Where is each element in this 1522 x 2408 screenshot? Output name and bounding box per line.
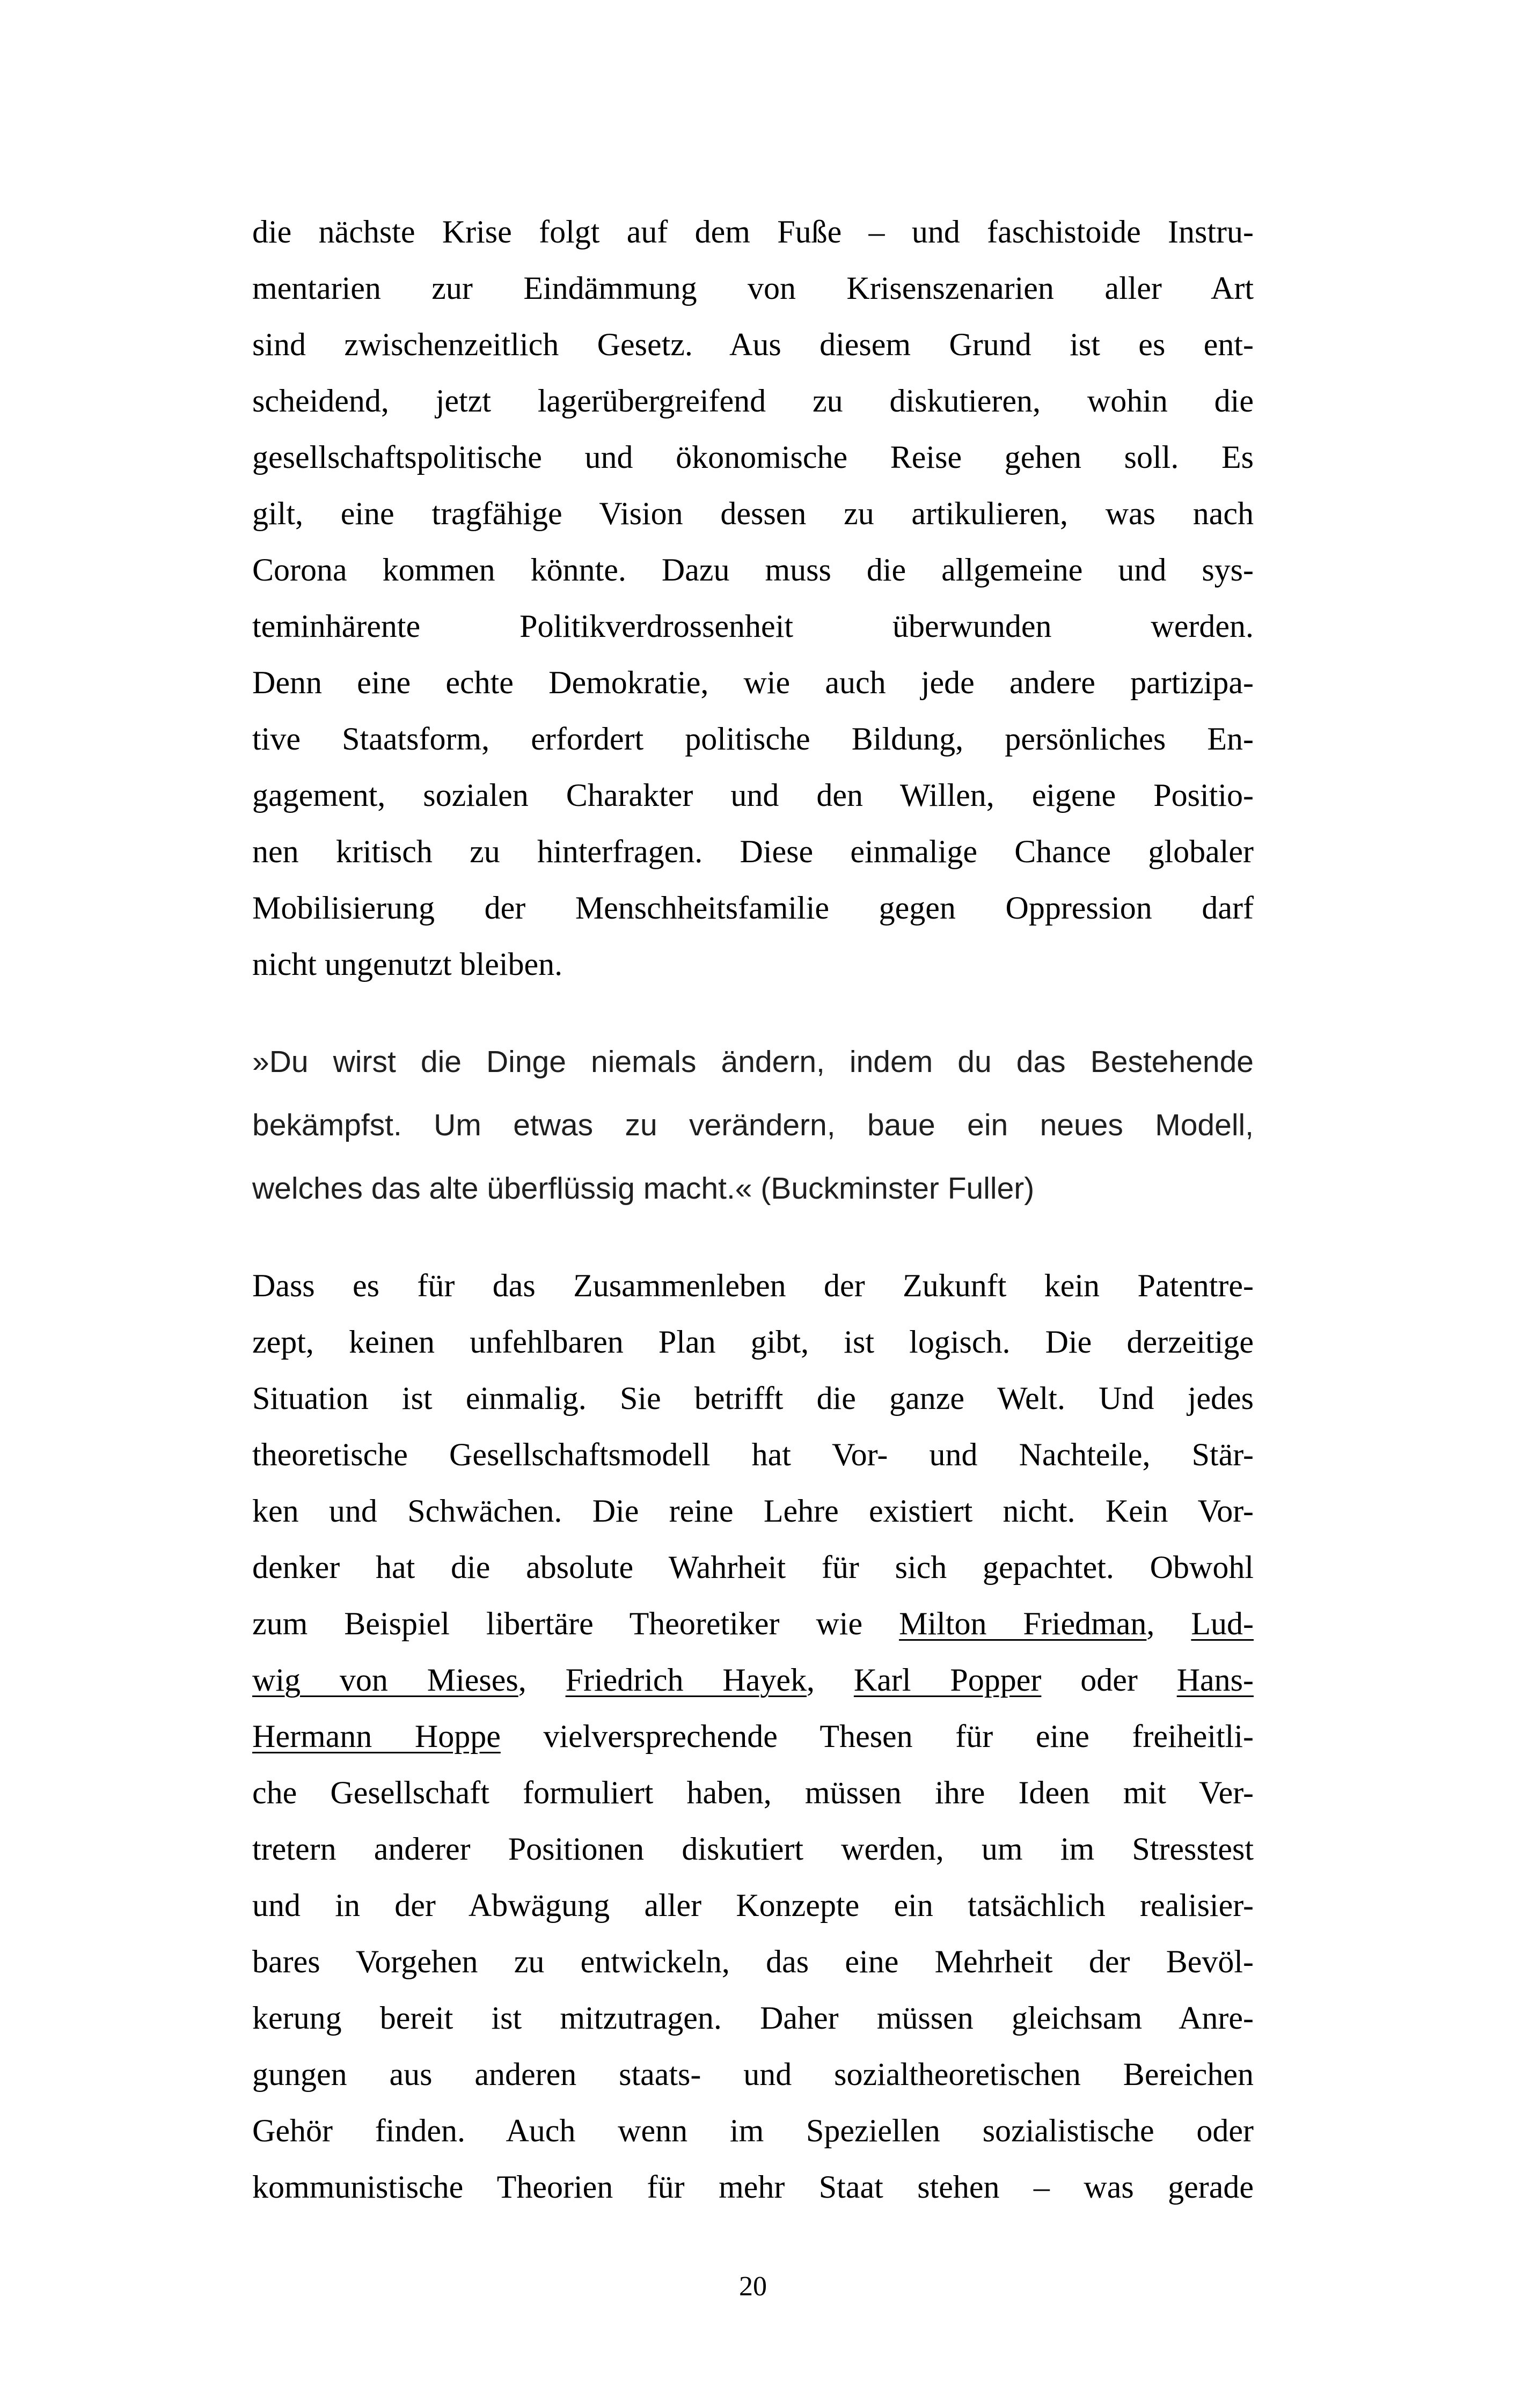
text-run: »Du wirst die Dinge niemals ändern, indem du das Bestehende — [252, 1045, 1254, 1079]
text-line — [252, 1483, 1254, 1539]
text-line — [252, 1157, 1254, 1220]
text-line — [252, 1990, 1254, 2046]
text-run: Mobilisierung der Menschheitsfamilie gegen Oppression darf — [252, 890, 1254, 926]
text-line — [252, 1821, 1254, 1877]
text-line — [252, 486, 1254, 542]
friedrich-hayek-link[interactable]: Friedrich Hayek — [565, 1662, 807, 1698]
text-line — [252, 1427, 1254, 1483]
text-run: gungen aus anderen staats- und sozialtheoretischen Bereichen — [252, 2057, 1254, 2092]
paragraph — [252, 204, 1254, 993]
text-line — [252, 1708, 1254, 1765]
text-line — [252, 598, 1254, 655]
text-line — [252, 936, 1254, 993]
text-line — [252, 1596, 1254, 1652]
text-run: mentarien zur Eindämmung von Krisenszenarien aller Art — [252, 270, 1254, 306]
text-run: zept, keinen unfehlbaren Plan gibt, ist logisch. Die derzeitige — [252, 1324, 1254, 1360]
text-run: sind zwischenzeitlich Gesetz. Aus diesem Grund ist es ent- — [252, 327, 1254, 362]
text-run: gilt, eine tragfähige Vision dessen zu artikulieren, was nach — [252, 496, 1254, 531]
text-line — [252, 1652, 1254, 1708]
text-line — [252, 655, 1254, 711]
text-line — [252, 373, 1254, 429]
text-run: bares Vorgehen zu entwickeln, das eine Mehrheit der Bevöl- — [252, 1944, 1254, 1979]
milton-friedman-link[interactable]: Milton Friedman — [899, 1606, 1147, 1641]
ludwig-von-mieses-link[interactable]: Lud- — [1191, 1606, 1254, 1641]
text-line — [252, 1765, 1254, 1821]
text-run: , — [807, 1662, 854, 1698]
page-number: 20 — [739, 2271, 767, 2302]
text-line — [252, 1370, 1254, 1427]
text-run: und in der Abwägung aller Konzepte ein tatsächlich realisier- — [252, 1888, 1254, 1923]
text-run: Gehör finden. Auch wenn im Speziellen sozialistische oder — [252, 2113, 1254, 2148]
text-run: gagement, sozialen Charakter und den Willen, eigene Positio- — [252, 777, 1254, 813]
text-line — [252, 260, 1254, 317]
text-run: kommunistische Theorien für mehr Staat stehen – was gerade — [252, 2169, 1254, 2205]
text-line — [252, 880, 1254, 936]
text-run: , — [518, 1662, 566, 1698]
text-run: die nächste Krise folgt auf dem Fuße – und faschistoide Instru- — [252, 214, 1254, 249]
text-line — [252, 1877, 1254, 1934]
quote-block — [252, 1030, 1254, 1220]
text-run: nicht ungenutzt bleiben. — [252, 946, 563, 982]
paragraph — [252, 1258, 1254, 2215]
text-line — [252, 1539, 1254, 1596]
text-line — [252, 317, 1254, 373]
text-line — [252, 1934, 1254, 1990]
page-text — [252, 204, 1254, 2215]
text-line — [252, 204, 1254, 260]
text-run: zum Beispiel libertäre Theoretiker wie — [252, 1606, 899, 1641]
text-run: theoretische Gesellschaftsmodell hat Vor- und Nachteile, Stär- — [252, 1437, 1254, 1472]
hans-hermann-hoppe-link[interactable]: Hermann Hoppe — [252, 1719, 501, 1754]
text-run: scheidend, jetzt lagerübergreifend zu diskutieren, wohin die — [252, 383, 1254, 419]
text-run: Dass es für das Zusammenleben der Zukunft kein Patentre- — [252, 1268, 1254, 1303]
text-run: , — [1146, 1606, 1191, 1641]
text-line — [252, 711, 1254, 767]
hans-hermann-hoppe-link[interactable]: Hans- — [1176, 1662, 1254, 1698]
text-run: gesellschaftspolitische und ökonomische Reise gehen soll. Es — [252, 439, 1254, 475]
text-line — [252, 542, 1254, 598]
text-run: teminhärente Politikverdrossenheit überwunden werden. — [252, 608, 1254, 644]
text-run: Corona kommen könnte. Dazu muss die allgemeine und sys- — [252, 552, 1254, 588]
karl-popper-link[interactable]: Karl Popper — [853, 1662, 1042, 1698]
text-run: che Gesellschaft formuliert haben, müssen ihre Ideen mit Ver- — [252, 1775, 1254, 1810]
text-run: welches das alte überflüssig macht.« (Buckminster Fuller) — [252, 1171, 1035, 1206]
text-run: ken und Schwächen. Die reine Lehre existiert nicht. Kein Vor- — [252, 1493, 1254, 1529]
text-line — [252, 429, 1254, 486]
text-run: oder — [1041, 1662, 1177, 1698]
text-run: kerung bereit ist mitzutragen. Daher müssen gleichsam Anre- — [252, 2000, 1254, 2036]
text-line — [252, 1314, 1254, 1370]
text-run: denker hat die absolute Wahrheit für sich gepachtet. Obwohl — [252, 1550, 1254, 1585]
text-line — [252, 1030, 1254, 1093]
text-line — [252, 2103, 1254, 2159]
text-run: Denn eine echte Demokratie, wie auch jede andere partizipa- — [252, 665, 1254, 700]
text-run: nen kritisch zu hinterfragen. Diese einmalige Chance globaler — [252, 834, 1254, 869]
text-run: Situation ist einmalig. Sie betrifft die ganze Welt. Und jedes — [252, 1381, 1254, 1416]
text-line — [252, 2046, 1254, 2103]
text-line — [252, 2159, 1254, 2215]
text-line — [252, 767, 1254, 824]
text-run: tive Staatsform, erfordert politische Bildung, persönliches En- — [252, 721, 1254, 757]
text-run: vielversprechende Thesen für eine freiheitli- — [500, 1719, 1254, 1754]
text-line — [252, 824, 1254, 880]
text-run: tretern anderer Positionen diskutiert werden, um im Stresstest — [252, 1831, 1254, 1867]
text-run: bekämpfst. Um etwas zu verändern, baue ein neues Modell, — [252, 1108, 1254, 1142]
ludwig-von-mieses-link[interactable]: wig von Mieses — [252, 1662, 518, 1698]
text-line — [252, 1258, 1254, 1314]
text-line — [252, 1093, 1254, 1157]
page-footer — [252, 2258, 1254, 2315]
